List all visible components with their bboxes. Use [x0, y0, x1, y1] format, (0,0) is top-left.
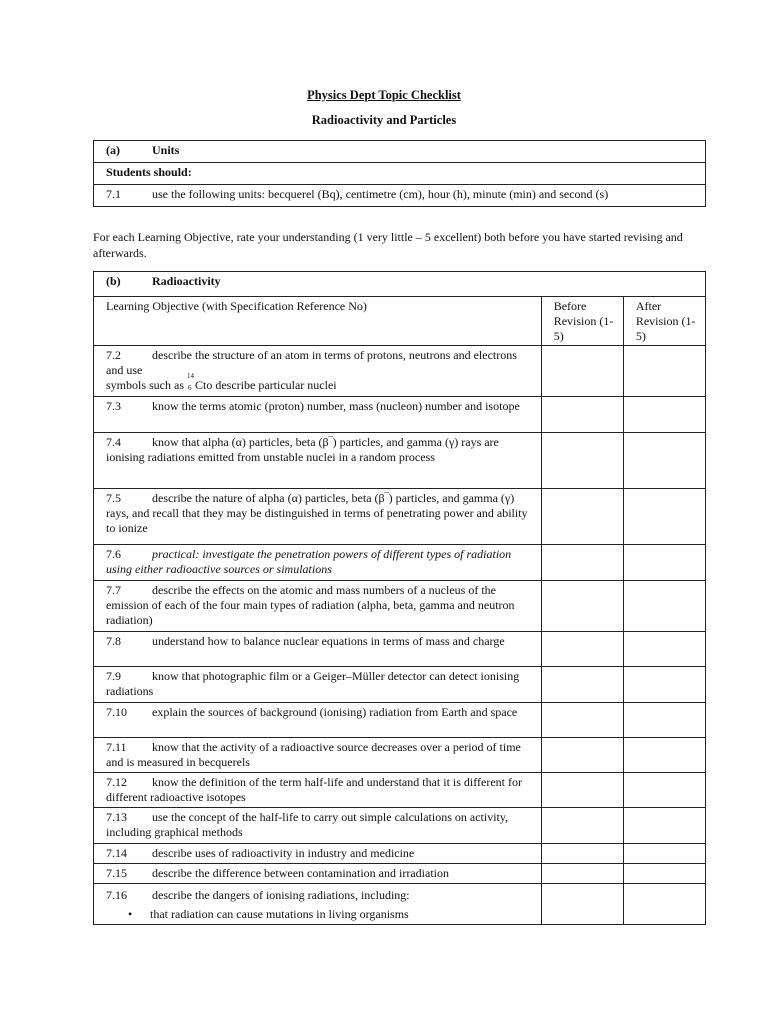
- after-rating-cell[interactable]: [623, 773, 705, 808]
- objective-cell: [94, 632, 542, 667]
- objective-text: describe the difference between contamination and irradiation: [152, 866, 449, 880]
- objective-cell: [94, 864, 542, 884]
- column-header-row: [94, 297, 706, 346]
- objective-text: know the definition of the term half-life and understand that it is different for different radioactive isotopes: [106, 775, 523, 804]
- table-row: [94, 773, 706, 808]
- objective-text: use the concept of the half-life to carry out simple calculations on activity, including graphical methods: [106, 810, 509, 839]
- spec-number: 7.8: [106, 634, 121, 648]
- objective-cell: [94, 667, 542, 703]
- instructions-text: For each Learning Objective, rate your understanding (1 very little – 5 excellent) both before you have started revising and afterwards.: [93, 230, 683, 260]
- radio-section-header: [94, 272, 706, 297]
- objective-cell: [94, 738, 542, 773]
- objective-text: know that the activity of a radioactive source decreases over a period of time and is measured in becquerels: [106, 740, 521, 769]
- objective-text: describe uses of radioactivity in industry and medicine: [152, 846, 415, 860]
- objective-cell: [94, 884, 542, 925]
- before-rating-cell[interactable]: [541, 808, 623, 844]
- before-rating-cell[interactable]: [541, 844, 623, 864]
- objective-cell: [94, 808, 542, 844]
- after-rating-cell[interactable]: [623, 433, 705, 489]
- objective-text: know that alpha (α) particles, beta (β‾) particles, and gamma (γ) rays are ionising radiations emitted from unstable nuclei in a random process: [106, 435, 499, 464]
- radioactivity-table: [93, 271, 706, 925]
- spec-number: 7.9: [106, 669, 121, 683]
- objective-cell: [94, 581, 542, 632]
- table-row: [94, 738, 706, 773]
- before-rating-cell[interactable]: [541, 433, 623, 489]
- table-row: [94, 864, 706, 884]
- students-should: Students should:: [94, 163, 706, 185]
- table-row: [94, 667, 706, 703]
- table-row: [94, 808, 706, 844]
- table-row: [94, 433, 706, 489]
- after-rating-cell[interactable]: [623, 844, 705, 864]
- spec-number: 7.2: [106, 348, 121, 362]
- objective-cell: [94, 433, 542, 489]
- spec-number: 7.1: [106, 187, 121, 201]
- spec-number: 7.12: [106, 775, 127, 789]
- section-heading: Radioactivity: [152, 274, 221, 288]
- nuclide-notation: [187, 372, 195, 392]
- radio-section-header-row: [94, 272, 706, 297]
- spec-number: 7.13: [106, 810, 127, 824]
- after-rating-cell[interactable]: [623, 703, 705, 738]
- objective-text-cont: symbols such as: [106, 378, 184, 392]
- element-symbol: C: [195, 378, 204, 392]
- spec-number: 7.14: [106, 846, 127, 860]
- objective-text: describe the effects on the atomic and mass numbers of a nucleus of the emission of each of the four main types of radiation (alpha, beta, gamma and neutron radiation): [106, 583, 515, 627]
- spec-number: 7.16: [106, 888, 127, 902]
- table-row: [94, 545, 706, 581]
- spec-number: 7.11: [106, 740, 127, 754]
- before-rating-cell[interactable]: [541, 738, 623, 773]
- spec-number: 7.5: [106, 491, 121, 505]
- before-rating-cell[interactable]: [541, 632, 623, 667]
- objective-text: describe the nature of alpha (α) particles, beta (β‾) particles, and gamma (γ) rays, and recall that they may be distinguished in terms of penetrating power and ability to ionize: [106, 491, 528, 535]
- spec-number: 7.6: [106, 547, 121, 561]
- after-rating-cell[interactable]: [623, 864, 705, 884]
- document-title: Physics Dept Topic Checklist: [307, 88, 461, 102]
- before-rating-cell[interactable]: [541, 667, 623, 703]
- table-row: [94, 884, 706, 925]
- after-rating-cell[interactable]: [623, 667, 705, 703]
- objective-cell: [94, 844, 542, 864]
- column-header-before: Before Revision (1-5): [541, 297, 623, 346]
- after-rating-cell[interactable]: [623, 808, 705, 844]
- table-row: [94, 632, 706, 667]
- before-rating-cell[interactable]: [541, 346, 623, 397]
- objective-text: understand how to balance nuclear equations in terms of mass and charge: [152, 634, 505, 648]
- before-rating-cell[interactable]: [541, 773, 623, 808]
- objective-text: explain the sources of background (ionising) radiation from Earth and space: [152, 705, 518, 719]
- before-rating-cell[interactable]: [541, 864, 623, 884]
- section-label: (b): [106, 274, 121, 288]
- objective-cell: [94, 185, 706, 207]
- mass-number: 14: [187, 372, 194, 380]
- section-heading: Units: [152, 143, 180, 157]
- before-rating-cell[interactable]: [541, 581, 623, 632]
- table-row: [94, 489, 706, 545]
- document-subtitle: Radioactivity and Particles: [311, 113, 457, 127]
- after-rating-cell[interactable]: [623, 346, 705, 397]
- after-rating-cell[interactable]: [623, 397, 705, 433]
- objective-cell: [94, 703, 542, 738]
- column-header-objective: Learning Objective (with Specification Reference No): [94, 297, 542, 346]
- table-row: [94, 581, 706, 632]
- after-rating-cell[interactable]: [623, 581, 705, 632]
- after-rating-cell[interactable]: [623, 489, 705, 545]
- before-rating-cell[interactable]: [541, 884, 623, 925]
- after-rating-cell[interactable]: [623, 884, 705, 925]
- units-header-cell: [94, 141, 706, 163]
- objective-cell: [94, 773, 542, 808]
- spec-number: 7.10: [106, 705, 127, 719]
- objective-text: describe the structure of an atom in terms of protons, neutrons and electrons and use: [106, 348, 517, 377]
- units-table: [93, 140, 706, 207]
- objective-cell: [94, 397, 542, 433]
- objective-text: know the terms atomic (proton) number, mass (nucleon) number and isotope: [152, 399, 520, 413]
- objective-cell: [94, 489, 542, 545]
- after-rating-cell[interactable]: [623, 632, 705, 667]
- after-rating-cell[interactable]: [623, 738, 705, 773]
- atomic-number: 6: [188, 384, 192, 392]
- spec-number: 7.4: [106, 435, 121, 449]
- table-row: [94, 346, 706, 397]
- table-row: [94, 703, 706, 738]
- column-header-after: After Revision (1-5): [623, 297, 705, 346]
- table-row: [94, 397, 706, 433]
- objective-text-end: to describe particular nuclei: [203, 378, 337, 392]
- before-rating-cell[interactable]: [541, 545, 623, 581]
- table-row: [94, 185, 706, 207]
- students-should-row: [94, 163, 706, 185]
- units-header-row: [94, 141, 706, 163]
- section-label: (a): [106, 143, 120, 157]
- objective-text: describe the dangers of ionising radiations, including:: [152, 888, 410, 902]
- bullet-item: • that radiation can cause mutations in living organisms: [106, 905, 535, 924]
- before-rating-cell[interactable]: [541, 489, 623, 545]
- table-row: [94, 844, 706, 864]
- objective-text: know that photographic film or a Geiger–Müller detector can detect ionising radiations: [106, 669, 520, 698]
- objective-text: practical: investigate the penetration powers of different types of radiation using either radioactive sources or simulations: [106, 547, 512, 576]
- objective-text: use the following units: becquerel (Bq), centimetre (cm), hour (h), minute (min) and second (s): [152, 187, 609, 201]
- spec-number: 7.15: [106, 866, 127, 880]
- before-rating-cell[interactable]: [541, 703, 623, 738]
- objective-cell: [94, 346, 542, 397]
- after-rating-cell[interactable]: [623, 545, 705, 581]
- spec-number: 7.3: [106, 399, 121, 413]
- spec-number: 7.7: [106, 583, 121, 597]
- before-rating-cell[interactable]: [541, 397, 623, 433]
- objective-cell: [94, 545, 542, 581]
